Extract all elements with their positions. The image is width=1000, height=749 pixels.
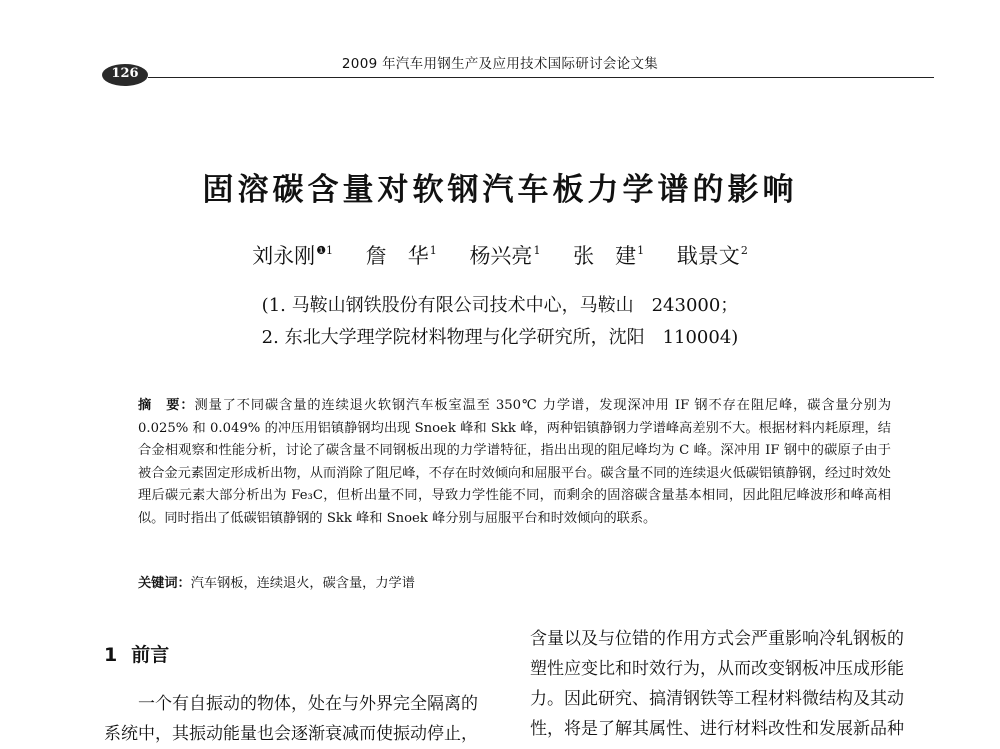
keywords — [138, 572, 415, 591]
author: 戢景文$^2$ — [676, 244, 748, 268]
keywords-label: 关键词： — [138, 576, 191, 591]
section-title: 前言 — [131, 644, 170, 666]
body-line: 含量以及与位错的作用方式会严重影响冷轧钢板的 — [530, 629, 904, 649]
abstract — [138, 395, 891, 530]
author: 杨兴亮$^1$ — [469, 244, 541, 268]
paper-title: 固溶碳含量对软钢汽车板力学谱的影响 — [202, 172, 798, 208]
body-line: 性，将是了解其属性、进行材料改性和发展新品种 — [530, 719, 904, 739]
author-list — [0, 240, 1000, 270]
body-line: 一个有自振动的物体，处在与外界完全隔离的 — [138, 694, 478, 714]
body-column-left — [104, 640, 504, 749]
body-column-right — [530, 624, 936, 744]
affiliation-1: (1. 马鞍山钢铁股份有限公司技术中心，马鞍山 243000； — [261, 295, 739, 316]
running-title: 2009 年汽车用钢生产及应用技术国际研讨会论文集 — [341, 56, 659, 72]
author: 詹 华$^1$ — [365, 244, 437, 268]
header-rule — [148, 77, 934, 78]
keywords-text: 汽车钢板，连续退火，碳含量，力学谱 — [190, 576, 415, 591]
page-number: 126 — [111, 66, 139, 81]
body-line: 系统中，其振动能量也会逐渐衰减而使振动停止， — [104, 724, 478, 744]
body-line: 力。因此研究、搞清钢铁等工程材料微结构及其动 — [530, 689, 904, 709]
abstract-label: 摘 要： — [138, 398, 195, 413]
author: 刘永刚$^{❶1}$ — [252, 244, 334, 268]
abstract-text: 测量了不同碳含量的连续退火软钢汽车板室温至 350℃ 力学谱，发现深冲用 IF 钢不存在阻尼峰，碳含量分别为 0.025% 和 0.049% 的冲压用铝镇静钢均出现 Snoek 峰和 Skk 峰，两种铝镇静钢力学谱峰高差别不大。根据材料内耗原理，结合金相观察和性能分析，讨论了碳含量不同钢板出现的力学谱特征，指出出现的阻尼峰均为 C 峰。深冲用 IF 钢中的碳原子由于被合金元素固定形成析出物，从而消除了阻尼峰，不存在时效倾向和屈服平台。碳含量不同的连续退火低碳铝镇静钢，经过时效处理后碳元素大部分析出为 Fe₃C，但析出量不同，导致力学性能不同，而剩余的固溶碳含量基本相同，因此阻尼峰波形和峰高相似。同时指出了低碳铝镇静钢的 Skk 峰和 Snoek 峰分别与屈服平台和时效倾向的联系。 — [138, 398, 892, 526]
affiliation-2: 2. 东北大学理学院材料物理与化学研究所，沈阳 110004) — [261, 327, 739, 348]
body-line: 塑性应变比和时效行为，从而改变钢板冲压成形能 — [530, 659, 904, 679]
author: 张 建$^1$ — [573, 244, 645, 268]
section-number: 1 — [104, 644, 118, 666]
section-heading — [104, 640, 504, 667]
